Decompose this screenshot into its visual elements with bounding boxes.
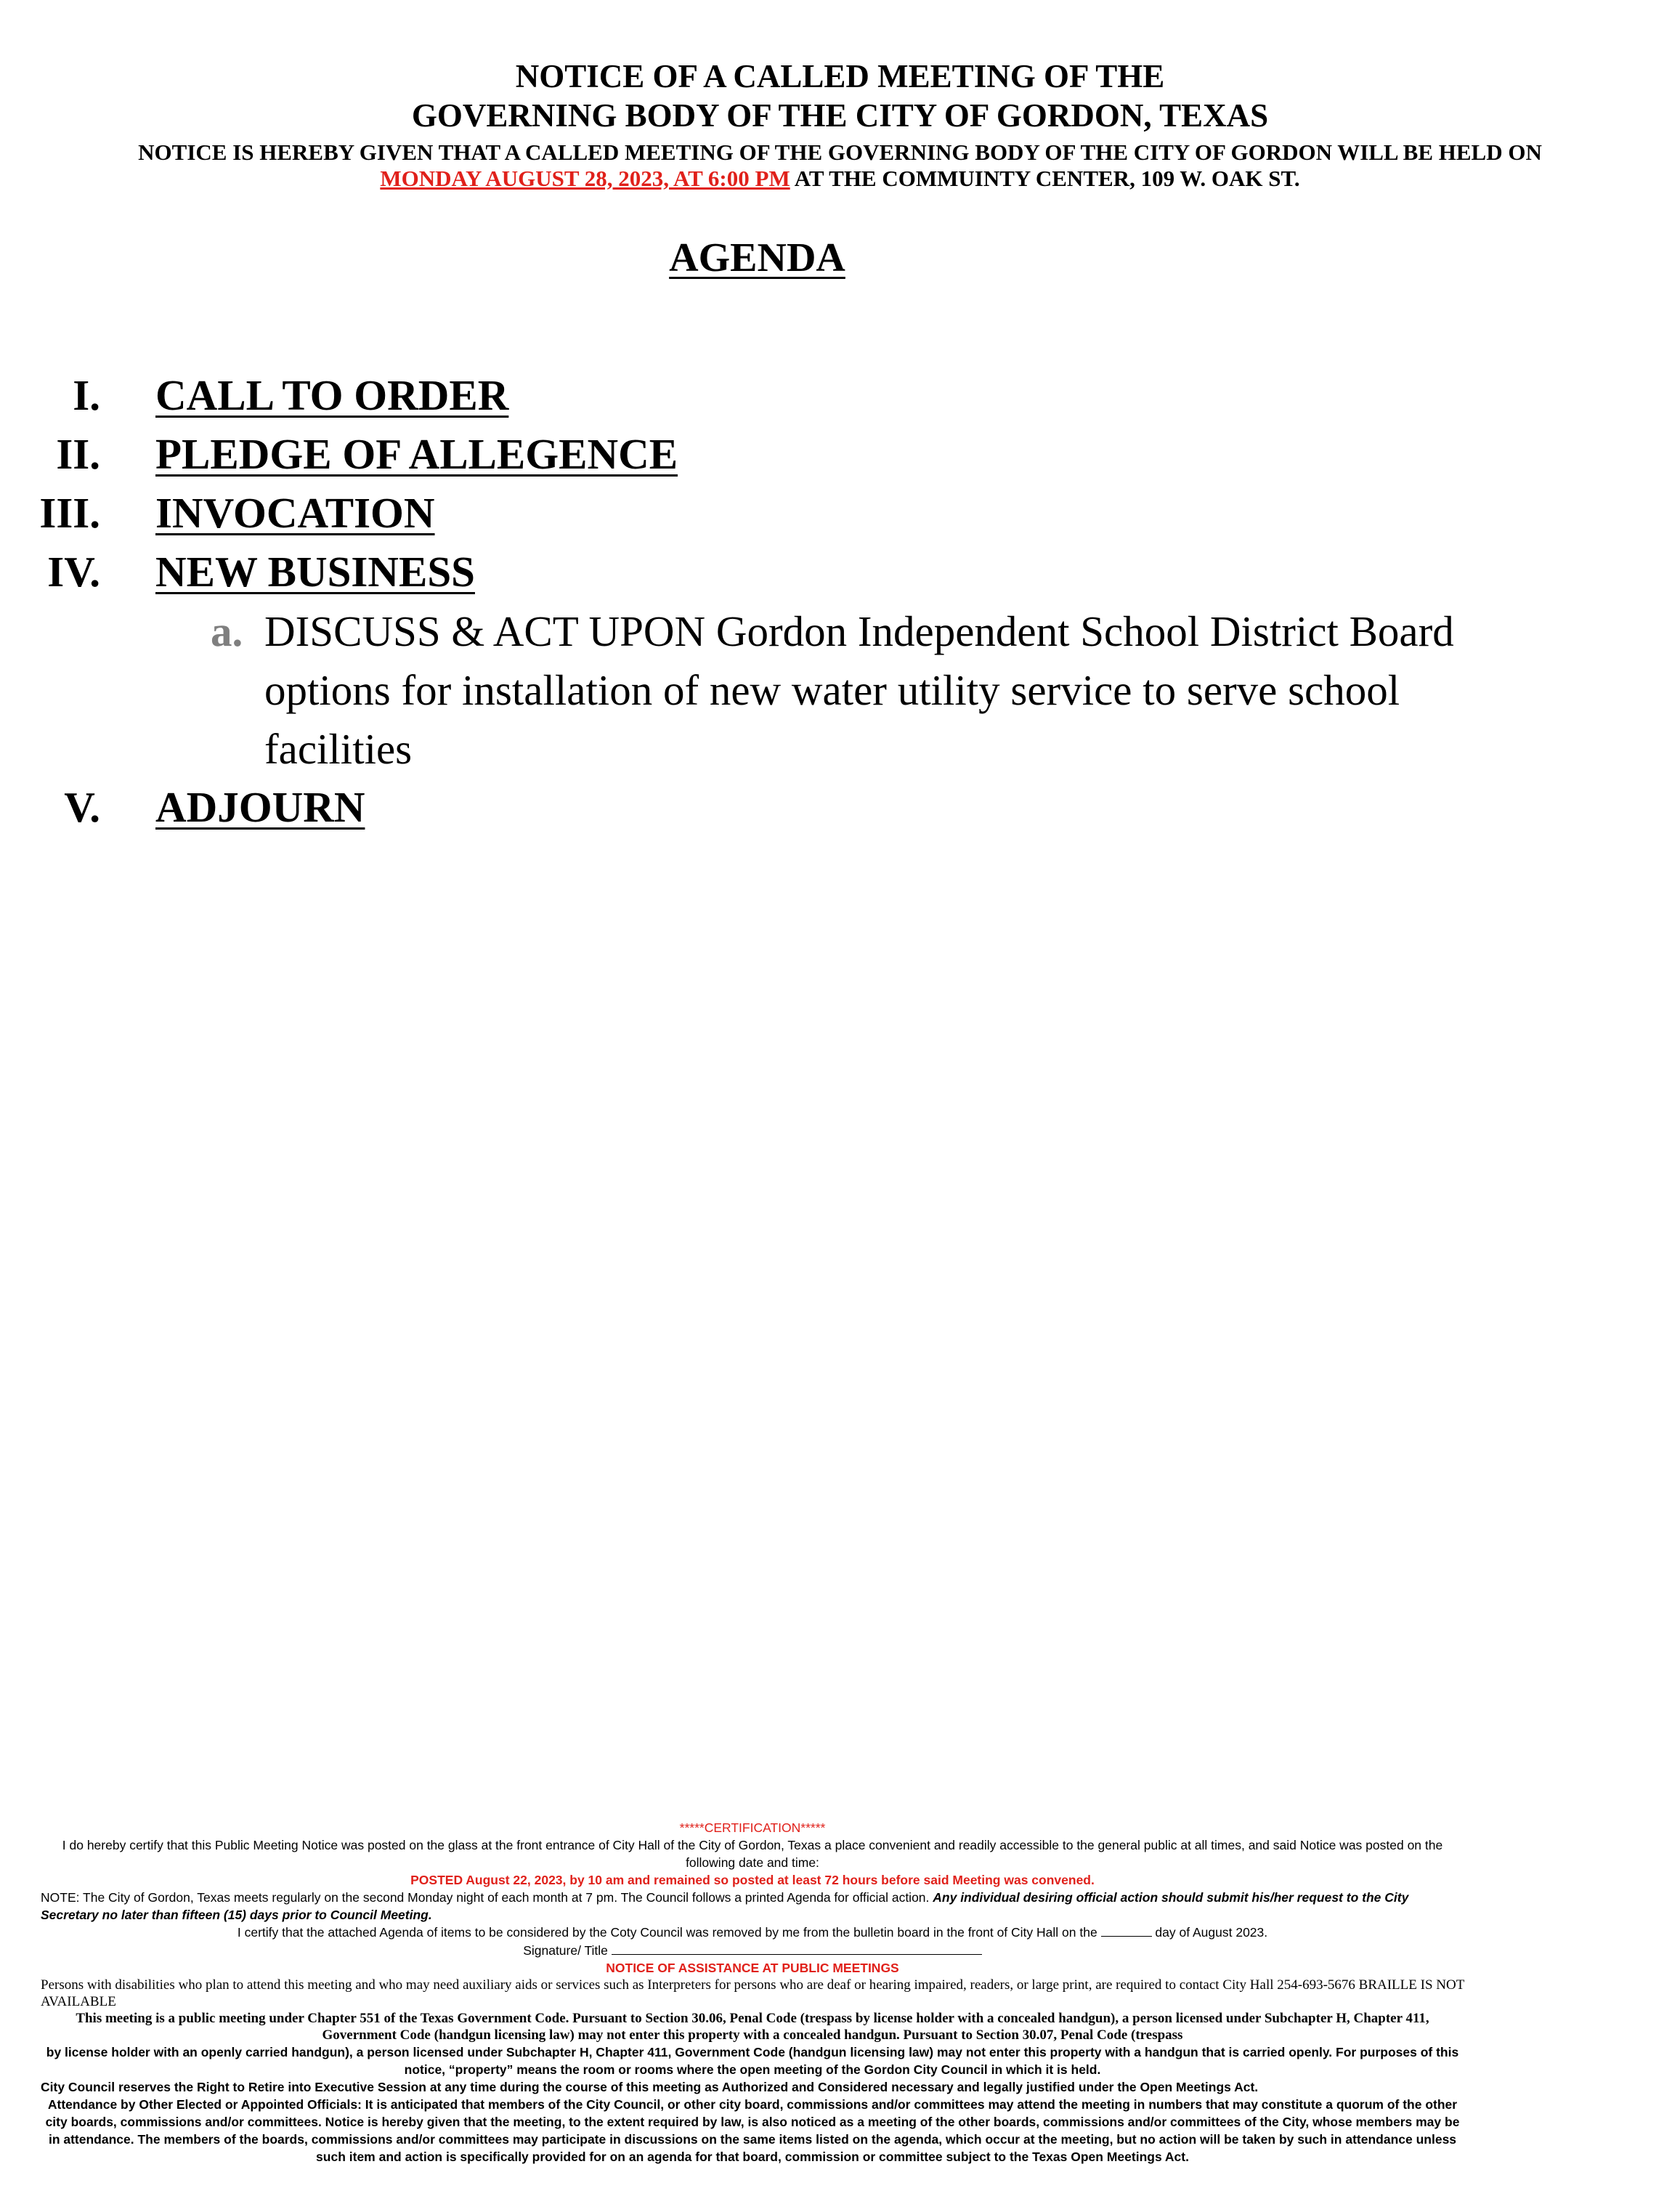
agenda-subitem-letter: a. <box>211 607 243 655</box>
disabilities-notice: Persons with disabilities who plan to attend this meeting and who may need auxiliary aids or services such as Interpreters for persons who are deaf or hearing impaired, readers, or large print, are required to contact City Hall 254-693-5676 BRAILLE IS NOT AVAILABLE <box>41 1977 1464 2009</box>
public-meeting-notice: This meeting is a public meeting under Chapter 551 of the Texas Government Code. Pursuant to Section 30.06, Penal Code (trespass by license holder with a concealed handgun), a person licensed under Subchapter H, Chapter 411, Government Code (handgun licensing law) may not enter this property with a concealed handgun. Pursuant to Section 30.07, Penal Code (trespass <box>76 2011 1429 2043</box>
day-blank <box>1101 1924 1152 1937</box>
agenda-item-number: IV. <box>47 548 100 596</box>
agenda-item <box>0 543 1680 602</box>
meeting-date: MONDAY AUGUST 28, 2023, AT 6:00 PM <box>380 166 790 191</box>
signature-label: Signature/ Title <box>523 1943 612 1958</box>
agenda-item <box>0 779 1680 838</box>
agenda-item-label: ADJOURN <box>155 783 365 831</box>
agenda-item-label: CALL TO ORDER <box>155 371 509 419</box>
note-regular: NOTE: The City of Gordon, Texas meets regularly on the second Monday night of each month at 7 pm. The Council follows a printed Agenda for official action. <box>41 1890 933 1905</box>
agenda-subitem <box>0 602 1680 779</box>
agenda-item <box>0 367 1680 426</box>
removal-certification <box>41 1924 1464 1941</box>
regular-meeting-note <box>41 1889 1464 1924</box>
note-italic: Any individual desiring official action should submit his/her request to the City Secretary no later than fifteen (15) days prior to Council Meeting. <box>41 1890 1409 1922</box>
title-line-1: NOTICE OF A CALLED MEETING OF THE <box>515 58 1165 94</box>
agenda-subitem-text: DISCUSS & ACT UPON Gordon Independent School District Board options for installation of new water utility service to serve school facilities <box>264 607 1454 773</box>
agenda-item-number: II. <box>56 430 100 478</box>
agenda-item-number: V. <box>64 783 100 831</box>
title-line-2: GOVERNING BODY OF THE CITY OF GORDON, TEXAS <box>411 97 1269 134</box>
removed-prefix: I certify that the attached Agenda of items to be considered by the Coty Council was removed by me from the bulletin board in the front of City Hall on the <box>237 1925 1101 1940</box>
removed-suffix: day of August 2023. <box>1151 1925 1268 1940</box>
notice-suffix: AT THE COMMUINTY CENTER, 109 W. OAK ST. <box>790 166 1300 191</box>
agenda-items <box>0 367 1680 838</box>
assistance-heading: NOTICE OF ASSISTANCE AT PUBLIC MEETINGS <box>606 1961 899 1975</box>
executive-session-notice: City Council reserves the Right to Retire into Executive Session at any time during the course of this meeting as Authorized and Considered necessary and legally justified under the Open Meetings Act. <box>41 2080 1259 2094</box>
signature-line <box>612 1941 982 1955</box>
certification-heading: *****CERTIFICATION***** <box>679 1820 826 1835</box>
agenda-heading <box>0 234 1514 282</box>
agenda-item-number: I. <box>73 371 100 419</box>
certify-text: I do hereby certify that this Public Meeting Notice was posted on the glass at the front entrance of City Hall of the City of Gordon, Texas a place convenient and readily accessible to the general public at all times, and said Notice was posted on the following date and time: <box>62 1838 1443 1870</box>
posted-date: POSTED August 22, 2023, by 10 am and remained so posted at least 72 hours before said Meeting was convened. <box>410 1873 1095 1887</box>
agenda-item-label: NEW BUSINESS <box>155 548 475 596</box>
agenda-item <box>0 426 1680 485</box>
notice-prefix: NOTICE IS HEREBY GIVEN THAT A CALLED MEETING OF THE GOVERNING BODY OF THE CITY OF GORDON WILL BE HELD ON <box>138 139 1542 165</box>
agenda-item-label: PLEDGE OF ALLEGENCE <box>155 430 678 478</box>
agenda-item-number: III. <box>39 489 100 537</box>
agenda-item-label: INVOCATION <box>155 489 435 537</box>
certification-footer <box>41 1819 1464 2165</box>
signature-row <box>41 1941 1464 1959</box>
openly-carried-notice: by license holder with an openly carried handgun), a person licensed under Subchapter H, Chapter 411, Government Code (handgun licensing law) may not enter this property with a handgun that is carried openly. For purposes of this notice, “property” means the room or rooms where the open meeting of the Gordon City Council in which it is held. <box>46 2045 1459 2077</box>
attendance-notice: Attendance by Other Elected or Appointed Officials: It is anticipated that members of the City Council, or other city board, commissions and/or committees may attend the meeting in numbers that may constitute a quorum of the other city boards, commissions and/or committees. Notice is hereby given that the meeting, to the extent required by law, is also noticed as a meeting of the other boards, commissions and/or committees of the City, whose members may be in attendance. The members of the boards, commissions and/or committees may participate in discussions on the same items listed on the agenda, which occur at the meeting, but no action will be taken by such in attendance unless such item and action is specifically provided for on an agenda for that board, commission or committee subject to the Texas Open Meetings Act. <box>45 2097 1460 2164</box>
agenda-heading-text: AGENDA <box>669 235 845 280</box>
document-header <box>0 57 1680 192</box>
meeting-notice <box>85 139 1596 192</box>
agenda-item <box>0 485 1680 543</box>
